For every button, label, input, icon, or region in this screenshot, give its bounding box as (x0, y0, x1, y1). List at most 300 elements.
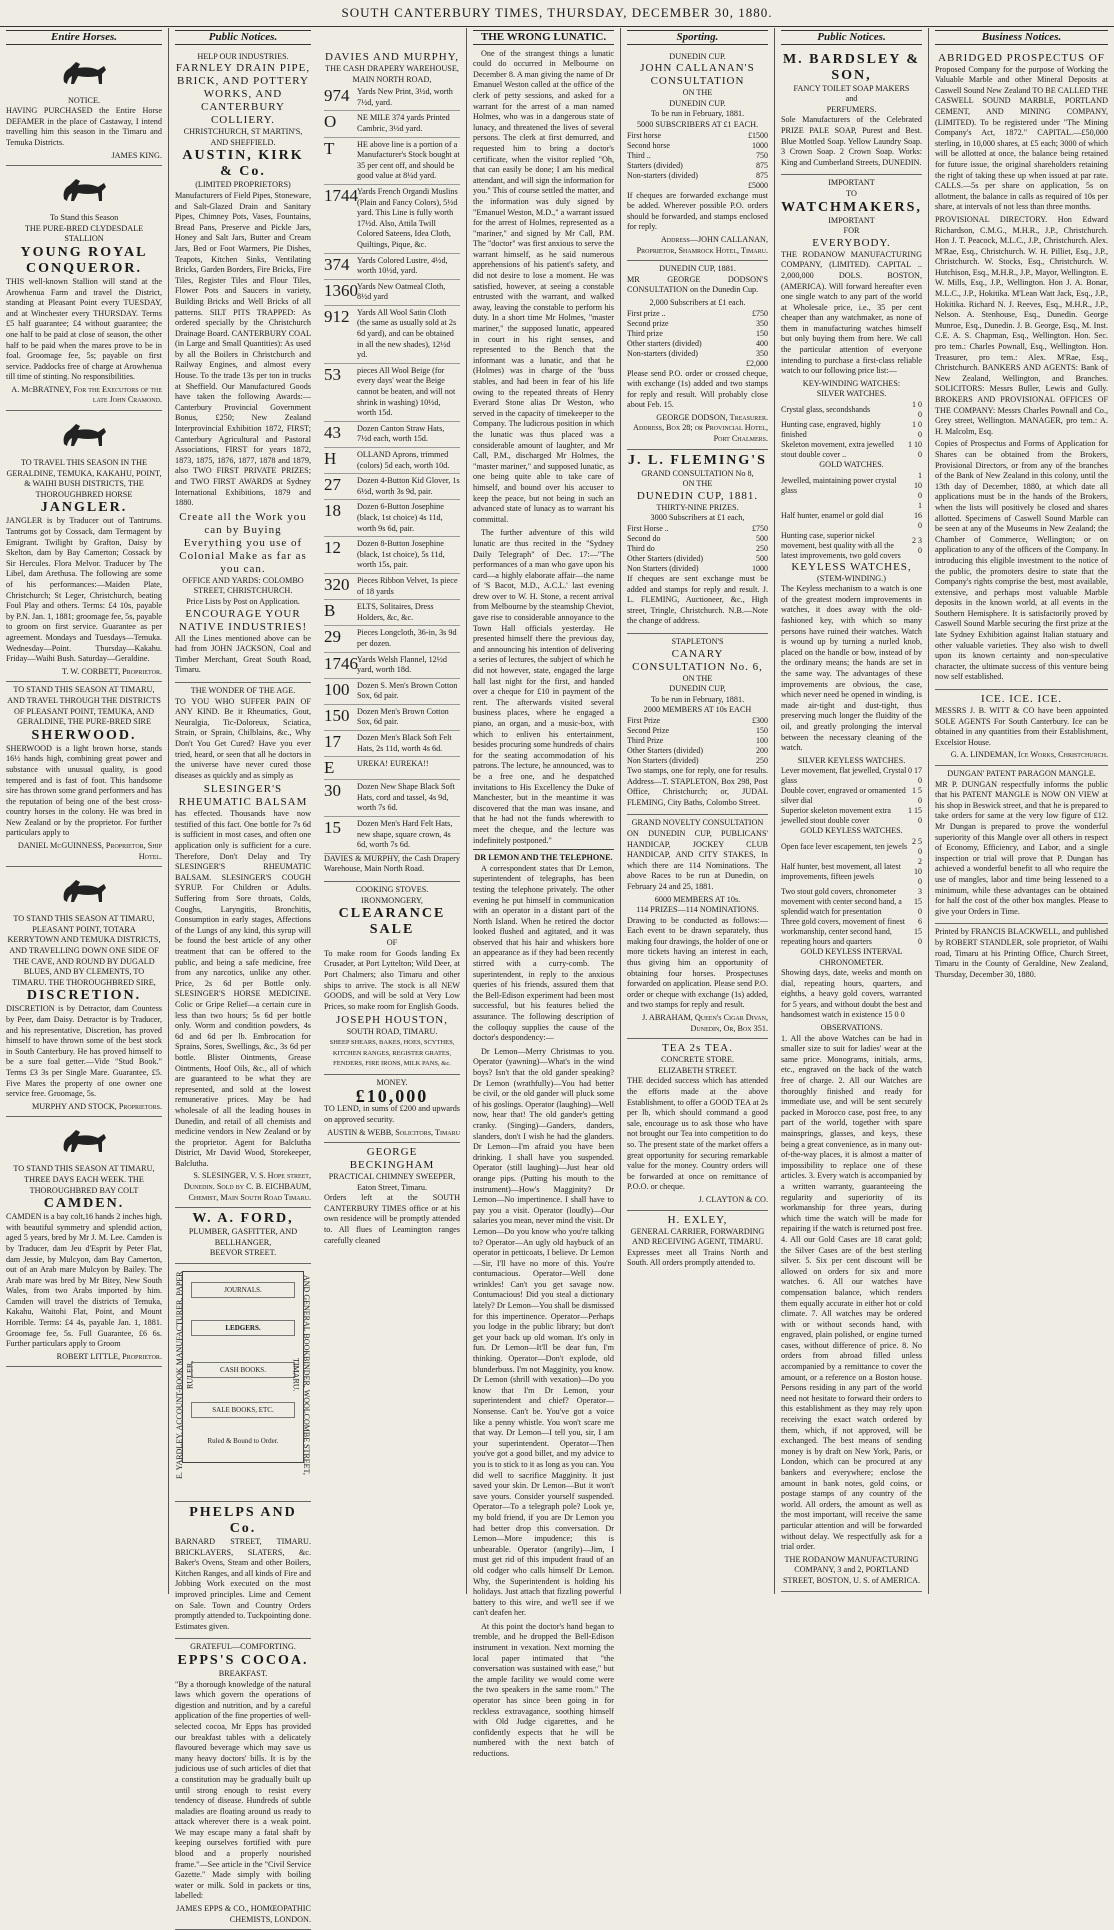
stallion-ad-sherwood (6, 682, 162, 867)
list-item (324, 364, 460, 422)
ad-text: Two stamps, one for reply, one for results. Address—T. STAPLETON, Box 298, Post Office, Christchurch; or, JUDAL FLEMING, City Baths, Colombo Street. (627, 765, 768, 807)
ad-lead: IMPORTANT (828, 178, 875, 188)
ad-sub: DUNEDIN CUP, 1881. (636, 489, 759, 502)
ad-lead: TO STAND THIS SEASON AT TIMARU, PLEASANT POINT, TOTARA KERRYTOWN AND TEMUKA DISTRICTS, AND TRAVELLING DOWN ONE SIDE OF THE CAVE, AND ROUND BY DUGALD BLUES, AND BY CLEMENTS, TO TIMARU. THE THOROUGHBRED SIRE, (7, 914, 161, 987)
ad-sub: ON THE (682, 673, 713, 683)
ad-side-text: AND GENERAL BOOKBINDER, WOOLCOMBE STREET, TIMARU. (291, 1275, 311, 1475)
list-item (324, 600, 460, 626)
company-name: M. BARDSLEY & SON, (782, 51, 921, 83)
row-value: 1 16 0 (914, 500, 922, 530)
ad-lead: DUNEDIN CUP. (669, 51, 726, 61)
table-row (627, 544, 768, 554)
stallion-ad-camden (6, 1117, 162, 1367)
table-row (627, 339, 768, 349)
ad-sub: and (845, 94, 858, 104)
ad-signature: MURPHY AND STOCK, Proprietors. (31, 1101, 162, 1111)
list-item (324, 500, 460, 537)
table-row (781, 400, 922, 420)
row-value: 750 (756, 150, 768, 160)
row-label: Crystal glass, secondshands (781, 405, 871, 415)
ad-sub: 6000 MEMBERS AT 10s. (654, 894, 741, 904)
ad-text: THE decided success which has attended the efforts made at the above Establishment, to offer a GOOD TEA at 2s per lb, which should command a good sale, encourage us to ask those who have not brought our Tea into competition to do so. The present state of the market offers a great opportunity for securing remarkable value for the money. Country orders will be forwarded at once on remittance of P.O.O. or cheque. (627, 1076, 768, 1192)
list-item (324, 280, 460, 306)
row-value: 1 5 0 (912, 786, 922, 806)
ad-signature: J. ABRAHAM, Queen's Cigar Divan, Dunedin, Or, Box 351. (642, 1013, 768, 1033)
table-row (627, 151, 768, 161)
column-public-notices-2 (775, 28, 928, 1594)
ad-text: TO YOU WHO SUFFER PAIN OF ANY KIND. Be it Rheumatics, Gout, Neuralgia, Tic-Doloreux, Sciatica, Strain, or Sprain, Chilblains, &c., Why Don't You Get Cured? Have you ever tried, heard, or seen that all he doctors in the universe have never cured those diseases as quickly and as simply as (175, 696, 311, 780)
item-number: 1746 (324, 653, 358, 673)
row-label: Non-starters (divided) (627, 348, 698, 358)
ad-office: OFFICE AND YARDS: COLOMBO STREET, CHRISTCHURCH. (182, 575, 304, 596)
item-number: 1360 (324, 280, 358, 300)
list-item (324, 780, 460, 817)
ad-text: SHERWOOD is a light brown horse, stands 16½ hands high, combining great power and substance with unusual quality, is good tempered and is fast of foot. This handsome sire has thrown some grand performers and has the reputation of being one of the best cross-country horses in the colony. He was bred in New Zealand or by the proprietor. For further particulars apply to (6, 743, 162, 838)
ad-lead: TO (846, 188, 857, 198)
ad-lead: FOR (843, 226, 860, 236)
exley-ad (627, 1211, 768, 1275)
article-paragraph: One of the strangest things a lunatic could do occurred in Melbourne on December 8. A man giving the name of Dr Emanuel Weston called at the office of the clerk of petty sessions, and asked for a warrant for the arrest of a man named Holmes, who was in a dangerous state of lunacy, and threatened the lives of several persons. The clerk at first demurred, and requested him to bring a doctor's certificate, when the visitor replied "Oh, that can easily be done; I am his medical attendant, and will sign the information for you." This of course settled the matter, and the information was duly signed by "Emanuel Weston, M.D.," a warrant issued for the arrest of Holmes, represented as a "mariner," and signed by Mr Call, P.M. The "doctor" was first anxious to serve the warrant himself, as he said numerous apprehensions of his patient's safety, and did not desire to lose a moment. He was satisfied, however, at seeing a constable entrusted with the warrant, and walked away, leaving the constable to perform his duty. In a short time Mr Holmes, "master mariner," the supposed lunatic, appeared in court in his right senses, and represented to the Bench that the informant was a lunatic, and that he (Holmes) was in charge of the 'buss stables, and had been in fear of his life owing to the repeated threats of Henry Everard Stone alias Dr Weston, who served in the capacity of timekeeper to the Company. The ludicrous position in which the lunatic was thus placed was a considerable amount of laughter, and Mr Call, P.M., discharged Mr Holmes, the "master mariner," and supposed lunatic, as one being quite able to take care of himself, and bound over his accuser to keep the peace, but not being in such an advanced state of lunacy as to warrant his committal. (473, 48, 614, 524)
row-value: 500 (756, 534, 768, 544)
ad-lead: COOKING STOVES. (355, 885, 429, 894)
ledger-label: SALE BOOKS, ETC. (191, 1402, 295, 1418)
row-label: Second Prize (627, 725, 669, 735)
ad-signature: AUSTIN & WEBB, Solicitors, Timaru (327, 1127, 460, 1137)
horse-name: CAMDEN. (43, 1196, 125, 1212)
ad-text: Copies of Prospectus and Forms of Application for Shares can be obtained from the Brokers, Provisional Directors, or from any of the branches of the Bank of New Zealand in this colony, until the 13th day of December, 1880, at which date all applications must be in the hands of the Brokers, when the lists will positively be closed and shares allotted. Specimens of Caswell Sound Marble can be seen at any of the Museums in New Zealand; the Chamber of Commerce, Wellington; or on application to any of the officers of the Company. In introducing this eligible investment to the notice of the public, the promoters desire to state that the Company's rights comprise the best, most available, extensive, and perhaps most valuable Marble deposits in the known world, at all events in the Southern Hemisphere. It is satisfactorily proved by Caswell Sound Marble securing the first prize at the late Sydney Exhibition against Italian statuary and other valuable varieties. They also wish to dwell upon its known certainty and non-speculative character, the ultimate success of this venture being now self established. (935, 439, 1108, 682)
row-label: Two stout gold covers, chronometer movement with center second hand, a splendid watch for presentation (781, 886, 902, 916)
ad-signature: THE RODANOW MANUFACTURING COMPANY, 3 and 2, PORTLAND STREET, BOSTON, U. S. of AMERICA. (782, 1554, 921, 1585)
row-value: 150 (756, 725, 768, 735)
row-label: Non Starters (divided) (627, 564, 699, 574)
item-number: 12 (324, 538, 341, 558)
list-item (324, 306, 460, 364)
ad-title: ABRIDGED PROSPECTUS OF (938, 51, 1105, 64)
ad-title: MR GEORGE DODSON'S CONSULTATION on the Dunedin Cup. (627, 274, 768, 295)
ledger-label: LEDGERS. (191, 1320, 295, 1336)
company-name: AUSTIN, KIRK & Co. (182, 148, 304, 180)
row-label: First prize .. (627, 308, 666, 318)
item-number: 30 (324, 781, 341, 801)
table-row (627, 716, 768, 726)
ad-sub: THE CASH DRAPERY WAREHOUSE, (325, 64, 459, 73)
section-heading: Public Notices. (781, 30, 922, 45)
horse-illustration (54, 54, 114, 94)
ad-title: JOHN CALLANAN'S CONSULTATION (640, 62, 755, 88)
column-articles (467, 28, 620, 1758)
row-label: Other starters (divided) (627, 338, 702, 348)
row-value: £750 (752, 308, 768, 318)
ad-sub: 3000 Subscribers at £1 each, (650, 513, 745, 523)
ad-signature: S. SLESINGER, V. S. Hope street, Dunedin. Sold by C. B. EICHBAUM, Chemist, Main South Road Timaru. (183, 1171, 311, 1202)
stallion-ad-royal-conqueror (6, 166, 162, 411)
article-paragraph: The further adventure of this wild lunatic are thus recited in the "Sydney Daily Telegraph" of Dec. 17:—"The performances of a man who gave upon his card—a highly elaborate affair—the name of 'S Bacot, M.D., A.C.L.' last evening drew over to W. H. Stone, a recent arrival from Melbourne by the steamship Cheviot, gave rise to considerable annoyance to the Town Hall officials yesterday. He presented himself there the previous day, and announcing his intention of delivering a series of lectures, the subject of which he did not however, state, engaged the large hall last night for the first, and handed over a cheque for £10 in payment of the rent. The afterwards visited several business places, where he engaged a piano, an organ, and a music-box, with which to enliven his entertainment, besides procuring some hundreds of chairs for the seating accommodation of his patrons. The lecture, he announced, was to be a free one, and he despatched invitations to His Excellency the Duke of Manchester, but in the meantime it was discovered that the man was insane, and that he had not the funds wherewith to meet the cheque, and the lecture was indefinitely postponed." (473, 528, 614, 845)
price-table (781, 837, 922, 947)
list-item (324, 474, 460, 500)
item-number: 27 (324, 475, 341, 495)
ad-sub: GRAND CONSULTATION No 8, (641, 468, 754, 478)
row-label: Non-starters (divided) (627, 170, 698, 180)
row-label: First Prize (627, 715, 661, 725)
ad-text: Drawing to be conducted as follows:—Each event to be drawn separately, thus making four drawings, the holder of one or more tickets having an interest in each, thus giving him an opportunity of obtaining four horses. Prospectuses forwarded on application. Please send P.O. order or cheque with exchange (1s) added, and two stamps for reply and result. (627, 915, 768, 1010)
ad-text: If cheques are forwarded exchange must be added. Wherever possible P.O. orders should be forwarded, and stamps enclosed for reply. (627, 190, 768, 232)
item-number: 912 (324, 306, 350, 326)
list-item (324, 185, 460, 254)
fleming-consultation (627, 450, 768, 634)
item-text: Dozen Men's Hard Felt Hats, new shape, square crown, 4s 6d, worth 7s 6d. (357, 819, 453, 850)
row-value: 150 (756, 328, 768, 338)
item-text: UREKA! EUREKA!! (357, 759, 429, 769)
row-label: Second do (627, 534, 661, 544)
ad-signature: Address—JOHN CALLANAN, Proprietor, Shamrock Hotel, Timaru. (636, 234, 768, 255)
table-row (627, 554, 768, 564)
ad-lead: IMPORTANT (828, 215, 875, 225)
row-value: £5000 (748, 180, 768, 190)
ad-sub: 2000 MEMBERS AT 10s EACH (643, 705, 752, 715)
item-text: Yards French Organdi Muslins (Plain and Fancy Colors), 5½d yard. This Line is fully worth 17½d. Also, Attila Twill Colored Sateens, Idea Cloth, Quiltings, Pique, &c. (357, 186, 458, 249)
ad-text: ON DUNEDIN CUP, PUBLICANS' HANDICAP, JOCKEY CLUB HANDICAP, AND CITY STAKES, In which there are 114 Nominations. The above Races to be run at Dunedin, on February 24 and 25, 1881. (627, 828, 768, 891)
ad-sub: To be run in February, 1881. (650, 694, 745, 704)
list-item (324, 574, 460, 600)
ad-sub: GOLD WATCHES. (819, 460, 884, 470)
row-value: 1000 (752, 140, 768, 150)
cooking-stoves-ad (324, 882, 460, 1075)
ad-lead: GRATEFUL—COMFORTING. (190, 1642, 296, 1652)
dodson-consultation (627, 261, 768, 450)
row-value: 2 10 0 (914, 856, 922, 886)
table-row (627, 746, 768, 756)
row-label: Superior skeleton movement extra jewelled stout double cover (781, 806, 891, 826)
list-item (324, 537, 460, 574)
ad-title: CANARY CONSULTATION No. 6, (632, 647, 763, 673)
item-text: Yards All Wool Satin Cloth (the same as usually sold at 2s 6d yard), and can be obtained in all the new shades), 12½d yd. (357, 307, 457, 360)
row-label (627, 359, 736, 369)
ad-sub: To be run in February, 1881. (650, 109, 745, 119)
dungan-mangle-ad (935, 766, 1108, 924)
ad-signature: A. McBRATNEY, For the Executors of the late John Cramond. (11, 384, 162, 405)
ad-sub: (LIMITED PROPRIETORS) (195, 180, 291, 190)
ad-sub: FANCY TOILET SOAP MAKERS (793, 83, 910, 93)
row-label (627, 181, 737, 191)
prize-table (627, 716, 768, 766)
money-amount: £10,000 (355, 1086, 429, 1107)
row-value: 2 5 0 (912, 836, 922, 856)
ad-lead: To Stand this Season (49, 213, 119, 223)
notice-title: NOTICE. (67, 95, 101, 105)
table-row (781, 766, 922, 786)
ad-sub: SILVER WATCHES. (816, 389, 887, 399)
row-label: Hunting case, superior nickel movement, best quality with all the latest improvements, two gold covers (781, 530, 901, 560)
ad-title: CLEARANCE SALE (338, 906, 446, 938)
row-value: 350 (756, 348, 768, 358)
ad-signature: GEORGE DODSON, Treasurer. Address, Box 28; or Provincial Hotel, Port Chalmers. (633, 412, 768, 444)
notice-signature: JAMES KING. (111, 150, 162, 160)
list-item (324, 653, 460, 679)
ad-title: DUNGAN' PATENT PARAGON MANGLE. (947, 769, 1096, 778)
price-table (781, 400, 922, 460)
table-row (627, 319, 768, 329)
ad-text: To make room for Goods landing Ex Crusader, at Port Lyttelton; Wild Deer, at Port Chalmers; also Timaru and other ships to arrive. The stock is all NEW GOODS, and will be sold at Very Low Prices, so make room for English Goods. (324, 948, 460, 1011)
ledger-label: JOURNALS. (191, 1282, 295, 1298)
table-row (781, 786, 922, 806)
ad-sub: GOLD KEYLESS INTERVAL CHRONOMETER. (800, 946, 903, 967)
ad-lead: THE WONDER OF THE AGE. (190, 685, 296, 695)
ad-lead: STAPLETON'S (671, 637, 724, 646)
ad-lead: GRAND NOVELTY CONSULTATION (631, 818, 764, 828)
horse-name: YOUNG ROYAL CONQUEROR. (20, 244, 148, 276)
ad-sub: ON THE (682, 479, 713, 489)
epps-cocoa-ad (175, 1639, 311, 1930)
notice-ad (6, 49, 162, 167)
table-row (627, 736, 768, 746)
item-number: 29 (324, 627, 341, 647)
ad-text: MR P. DUNGAN respectfully informs the public that his PATENT MANGLE is NOW ON VIEW at his shop in Beswick street, and that he is prepared to take orders for same at the very low figure of £12. Mr Dungan is prepared to prove the wonderful superiority of this Mangle over all others in respect of Economy, Efficiency, and Labor, and a single inspection or trial will prove that P. Dungan has achieved a wonderful benefit to all who require the use of mangles, labor and time being lessened to a minimum, while these advantages can be obtained for half the cost of the other box mangles. Please to give your Orders in Time. (935, 779, 1108, 916)
item-text: Dozen 6-Button Josephine (black, 1st choice) 4s 11d, worth 9s 6d, pair. (357, 502, 444, 533)
chrono-price: 15 0 0 (884, 1010, 905, 1020)
item-text: Pieces Longcloth, 36-in, 3s 9d per dozen. (357, 628, 457, 648)
item-text: Dozen 4-Button Kid Glover, 1s 6½d, worth 3s 9d, pair. (357, 476, 460, 496)
table-row (627, 161, 768, 171)
ad-side-text: SHEEP SHEARS, BAKES, HOES, SCYTHES, KITCHEN RANGES, REGISTER GRATES, FENDERS, FIRE IRONS, MILK PANS, &c. (329, 1038, 455, 1068)
list-item (324, 138, 460, 185)
item-text: Dozen 8-Button Josephine (black, 1st choice), 5s 11d, worth 15s, pair. (357, 539, 445, 570)
ad-lead: DUNEDIN CUP, 1881. (659, 264, 736, 274)
ad-sub: PERFUMERS. (826, 104, 877, 114)
money-ad (324, 1075, 460, 1143)
ad-sub: PRACTICAL CHIMNEY SWEEPER, Eaton Street, Timaru. (328, 1172, 456, 1192)
horse-name: JANGLER. (40, 500, 128, 516)
notice-text: HAVING PURCHASED the Entire Horse DEFAMER in the place of Castaway, I intend travelling him this season in the Timaru and Temuka Districts. (6, 106, 162, 147)
ad-text: THE RODANOW MANUFACTURING COMPANY, (LIMITED). CAPITAL .. 2,000,000 DOLS. BOSTON, (AMERICA). Will forward hereafter even one single watch to any part of the world at Wholesale price, i.e., 35 per cent cheaper than any watchmaker, as none of them in manufacturing watches himself but only buying them from here. We call the particular attention of everyone intending to purchase a first-class reliable watch to our following price list:— (781, 249, 922, 376)
ad-title: TEA 2s TEA. (662, 1042, 733, 1055)
ad-encourage: ENCOURAGE YOUR NATIVE INDUSTRIES! (178, 607, 308, 633)
ford-ad (175, 1208, 311, 1264)
item-text: Yards Welsh Flannel, 12½d yard, worth 18d. (357, 654, 448, 675)
table-row (627, 524, 768, 534)
ad-sub: THIRTY-NINE PRIZES. (656, 502, 739, 512)
ad-lead: HELP OUR INDUSTRIES. (197, 51, 289, 61)
ice-ad (935, 690, 1108, 766)
section-heading: Entire Horses. (6, 30, 162, 45)
table-row (627, 329, 768, 339)
price-table (781, 766, 922, 826)
item-number: 53 (324, 364, 341, 384)
row-value: 875 (756, 160, 768, 170)
item-number: E (324, 758, 335, 778)
horse-illustration (54, 171, 114, 211)
product-name: SLESINGER'S RHEUMATIC BALSAM (178, 783, 308, 809)
table-row (781, 887, 922, 917)
row-label: Third .. (627, 150, 651, 160)
ad-title: FARNLEY DRAIN PIPE, BRICK, AND POTTERY WORKS, AND CANTERBURY COLLIERY. (175, 62, 311, 127)
ad-directory: PROVISIONAL DIRECTORY. Hon Edward Richardson, C.M.G., M.H.R., J.P., Christchurch. Hon J. T. Peacock, M.L.C., J.P., Christchurch. Alex. M'Rae, Esq., Christchurch. W. H. Pilliet, Esq., J.P., Christchurch. W. Stocks, Esq., Christchurch. W. Hutchison, Esq., M.H.R., J.P., Mayor, Wellington. E. W. Mills, Esq., J.P., Wellington. Hon J. A. Bonar, M.L.C., J.P., Hokitika. M'Lean Watt Jack, Esq., J.P., Hokitika. Richard N. J. Reeves, Esq., M.H.R., J.P., Nelson. A. Stenhouse, Esq., Dunedin. George Munroe, Esq., Dunedin. J. B. George, Esq., M. Inst. C.E. A. S. Chapman, Esq., Wellington. Hon. Sec. pro tem.: Charles Pownall, Esq., Wellington. Hon. Treasurer, pro tem.: Alex. M'Rae, Esq., Christchurch. BANKERS AND AGENTS: Bank of New Zealand, Wellington, and Branches. SOLICITORS: Messrs Buller, Lewis and Gully. BROKERS AND PROVISIONAL OFFICES OF THE COMPANY: Messrs Charles Pownall and Co., Grey street, Wellington. MANAGER, pro tem.: A. H. Malcolm, Esq. (935, 214, 1108, 436)
item-text: Pieces Ribbon Velvet, 1s piece of 18 yards (357, 575, 458, 596)
item-text: ELTS, Solitaires, Dress Holders, &c, &c. (357, 602, 434, 622)
row-label: Third do (627, 544, 655, 554)
ad-signature: T. W. CORBETT, Proprietor. (61, 666, 162, 676)
item-number: 17 (324, 732, 341, 752)
section-heading: Business Notices. (935, 30, 1108, 45)
ad-agent: All the Lines mentioned above can be had from JOHN JACKSON, Coal and Timber Merchant, Great South Road, Timaru. (175, 633, 311, 675)
slesinger-ad (175, 683, 311, 1208)
product-name: EPPS'S COCOA. (177, 1652, 309, 1668)
row-label: Three gold covers, movement of finest workmanship, center second hand, repeating hours and quarters (781, 916, 905, 946)
item-number: 150 (324, 705, 350, 725)
ad-price: Price Lists by Post on Application. (186, 596, 300, 606)
table-row (781, 806, 922, 826)
table-row (781, 857, 922, 887)
ad-lead: TO STAND THIS SEASON AT TIMARU, THREE DAYS EACH WEEK. THE THOROUGHBRED BAY COLT (13, 1164, 155, 1195)
article-paragraph: At this point the doctor's hand began to tremble, and he dropped the Bell-Edison instrument in vexation. Next morning the local paper intimated that "the conversation was sustained with ease," but the ample facility we would come were the two speakers in the same room." The operator has since been going in for reckless extravagance, soothing himself with Old Judge cigarettes, and he confidently expects that he will be numbered with the next batch of reductions. (473, 1621, 614, 1758)
row-value: 2 3 0 (912, 535, 922, 555)
column-public-notices (169, 28, 317, 1924)
ad-signature: ROBERT LITTLE, Proprietor. (56, 1351, 162, 1361)
caswell-prospectus (935, 49, 1108, 690)
chrono-text: Showing days, date, weeks and month on dial, repeating hours, quarters, and eighths, a heavy gold covers, warranted for 5 years, and without doubt the best and handsomest watch in existence (781, 968, 922, 1020)
ledger-caption: Ruled & Bound to Order. (207, 1437, 279, 1446)
row-value: £750 (752, 524, 768, 534)
horse-name: DISCRETION. (26, 988, 142, 1004)
industries-ad (175, 49, 311, 683)
ad-sub: PLUMBER, GASFITTER, AND BELLHANGER, (188, 1227, 298, 1247)
ad-sub: CHRISTCHURCH, ST MARTIN'S, AND SHEFFIELD. (183, 127, 303, 147)
callanan-consultation (627, 49, 768, 262)
beckingham-ad (324, 1143, 460, 1252)
ad-sub: DUNEDIN CUP. (669, 98, 726, 108)
table-row (781, 440, 922, 460)
company-name: JOSEPH HOUSTON, (336, 1014, 448, 1027)
table-row (627, 359, 768, 369)
prize-table (627, 524, 768, 574)
row-label: Jewelled, maintaining power crystal glass (781, 475, 897, 495)
item-text: OLLAND Aprons, trimmed (colors) 5d each, worth 10d. (357, 450, 450, 470)
ad-sub: ON THE (682, 88, 713, 98)
column-entire-horses (0, 28, 168, 1594)
list-item (324, 731, 460, 757)
ad-text: MESSRS J. B. WITT & CO have been appointed SOLE AGENTS For South Canterbury. Ice can be obtained in any quantities from their Establishment, Excelsior House. (935, 706, 1108, 747)
ad-lead: MONEY. (376, 1077, 408, 1087)
table-row (627, 309, 768, 319)
row-value: 1 0 0 (912, 400, 922, 420)
item-text: NE MILE 374 yards Printed Cambric, 3½d yard. (357, 113, 450, 133)
row-value: £300 (752, 715, 768, 725)
item-text: Dozen Men's Black Soft Felt Hats, 2s 11d, worth 4s 6d. (357, 733, 452, 753)
row-value: 100 (756, 735, 768, 745)
table-row (781, 501, 922, 531)
list-item (324, 422, 460, 448)
ad-sub: 2,000 Subscribers at £1 each. (649, 297, 746, 307)
ad-sub: OF (386, 938, 398, 948)
list-item (324, 705, 460, 731)
prize-table (627, 131, 768, 191)
table-row (627, 756, 768, 766)
row-value: £2,000 (746, 358, 768, 368)
section-heading: Sporting. (627, 30, 768, 45)
ad-text: THIS well-known Stallion will stand at the Arowhenua Farm and travel the District, standing at Pleasant Point every TUESDAY, and at Winchester every THURSDAY. Terms £5 half guarantee; £4 without guarantee; the one half to be paid at close of season, the other half to be paid when the mares prove to be in foal. Groomage fee, 5s; payable on first service. Paddocks free of charge at Arowhenua till time of stinting. No responsibilities. (6, 276, 162, 382)
table-row (781, 471, 922, 501)
item-number: H (324, 449, 337, 468)
masthead: SOUTH CANTERBURY TIMES, THURSDAY, DECEMBER 30, 1880. (0, 0, 1114, 27)
ad-sub: 5000 SUBSCRIBERS AT £1 EACH. (636, 119, 759, 129)
ad-street: BEEVOR STREET. (209, 1248, 277, 1258)
grand-novelty-consultation (627, 815, 768, 1039)
row-label: Double cover, engraved or ornamented silver dial (781, 786, 906, 806)
ad-signature: JAMES EPPS & CO., HOMŒOPATHIC CHEMISTS, LONDON. (176, 1904, 311, 1924)
row-label: Half hunter, best movement, all latest improvements, fifteen jewels (781, 861, 901, 881)
table-row (627, 726, 768, 736)
row-value: 200 (756, 745, 768, 755)
ad-title: ICE. ICE. ICE. (981, 693, 1062, 706)
list-item (324, 757, 460, 780)
imprint-text: Printed by FRANCIS BLACKWELL, and published by ROBERT STANDLER, sole proprietor, of Waihi road, Timaru at his Printing Office, Church Street, Timaru in the County of Geraldine, New Zealand, Thursday, December 30, 1880. (935, 927, 1108, 979)
ad-text: Orders left at the SOUTH CANTERBURY TIMES office or at his own residence will be promptly attended to. All flues of Leamington ranges carefully cleaned (324, 1193, 460, 1245)
list-item (324, 626, 460, 652)
davies-murphy-ad (324, 48, 460, 882)
company-name: PHELPS AND Co. (189, 1505, 297, 1537)
ad-sub: ELIZABETH STREET. (658, 1065, 737, 1075)
ledger-illustration (182, 1271, 304, 1463)
row-label: First horse (627, 130, 661, 140)
ad-lead: TO TRAVEL THIS SEASON IN THE GERALDINE, TEMUKA, KAKAHU, POINT, & WAIHI BUSH DISTRICTS, THE THOROUGHBRED HORSE (6, 458, 162, 499)
company-name: GEORGE BECKINGHAM (349, 1146, 435, 1172)
ad-sub: MAIN NORTH ROAD, (352, 74, 432, 84)
ad-text: The Keyless mechanism to a watch is one of the greatest modern improvements in watches, it does away with the old-fashioned key, with which so many persons have ruined their watches. Watch is wound up by turning a nurled knob, placed on the handle or bow, instead of by the ordinary means; the hands are set in the same way. The advantages of these improvements are obvious, the case, which never need be opened in winding, is made air-tight and dust-tight, thus preserving much longer the fluidity of the oil, and greatly prolonging the interval between the necessary cleaning of the watch. (781, 584, 922, 753)
item-number: B (324, 601, 336, 621)
ad-text: Please send P.O. order or crossed cheque, with exchange (1s) added and two stamps for reply and result. Will probably close about Feb. 15. (627, 368, 768, 410)
ad-signature: J. CLAYTON & CO. (698, 1194, 768, 1204)
rodanow-watches-ad (781, 175, 922, 1591)
item-text: Yards Colored Lustre, 4½d, worth 10½d, yard. (357, 255, 448, 276)
table-row (781, 917, 922, 947)
horse-name: SHERWOOD. (31, 727, 137, 743)
ad-sub: BREAKFAST. (218, 1668, 268, 1678)
item-number: T (324, 138, 335, 158)
row-value: 250 (756, 544, 768, 554)
row-label: Lever movement, flat jewelled, Crystal glass (781, 766, 907, 786)
row-value: 350 (756, 318, 768, 328)
ad-sub: DUNEDIN CUP, (669, 684, 726, 694)
row-label: Other Starters (divided) (627, 745, 703, 755)
ad-sub: 114 PRIZES—114 NOMINATIONS. (636, 905, 759, 915)
ad-sub: GENERAL CARRIER, FORWARDING AND RECEIVING AGENT, TIMARU. (630, 1226, 765, 1247)
item-number: 18 (324, 501, 341, 521)
ad-street: SOUTH ROAD, TIMARU. (346, 1027, 438, 1037)
horse-illustration (54, 1122, 114, 1162)
company-name: DAVIES AND MURPHY, (324, 51, 460, 63)
imprint (935, 924, 1108, 986)
list-item (324, 254, 460, 280)
row-label: Second horse (627, 140, 670, 150)
row-label: Starters (divided) (627, 160, 683, 170)
item-number: 43 (324, 422, 341, 442)
table-row (781, 837, 922, 857)
ad-text: DISCRETION is by Detractor, dam Countess by Peer, dam Daisy. Detractor is by Traducer, and his representative, Discretion, has proved himself to have thrown some of the best stock in South Canterbury. He has proved himself to be a sure foal getter.—Vide "Stud Book." Terms £3 3s per Single Mare. Guarantee, £5. Five Mares the property of one owner one service free. Groomage, 5s. (6, 1004, 162, 1099)
item-text: Dozen S. Men's Brown Cotton Sox, 6d pair. (357, 680, 458, 701)
list-item (324, 817, 460, 854)
table-row (781, 531, 922, 561)
ad-text: JANGLER is by Traducer out of Tantrums. Tantrums got by Cossack, dam Termagent by Emigrant. Twilight by Grafton, Daisy by Skelton, dam by Bay Camerton; Cossack by Sir Hercules. Flora Melvor. Traducer by The Libel, dam Arethusa. The following are some of his performances:—Maiden Plate, Christchurch; St Leger, Christchurch, beating Foul Play and others. Terms: £4 10s, payable by P.N. Jan. 1, 1881; groomage fee, 5s, payable to groom on first service. Guarantee as per agreement. Mondays and Tuesdays—Temuka. Wednesday—Point. Thursday—Kakahu. Friday—Waihi Bush. Saturday—Geraldine. (6, 516, 162, 664)
ad-text (781, 968, 922, 1021)
row-value: 1 10 0 (908, 440, 922, 460)
section-heading: Public Notices. (175, 30, 311, 45)
row-label: Skeleton movement, extra jewelled stout double cover .. (781, 440, 894, 460)
item-number: 974 (324, 86, 350, 106)
row-value: 250 (756, 755, 768, 765)
list-item (324, 85, 460, 111)
item-text: Dozen New Shape Black Soft Hats, cord and tassel, 4s 9d, worth 7s 6d. (357, 782, 455, 813)
horse-illustration (54, 416, 114, 456)
row-label: Non Starters (divided) (627, 755, 699, 765)
